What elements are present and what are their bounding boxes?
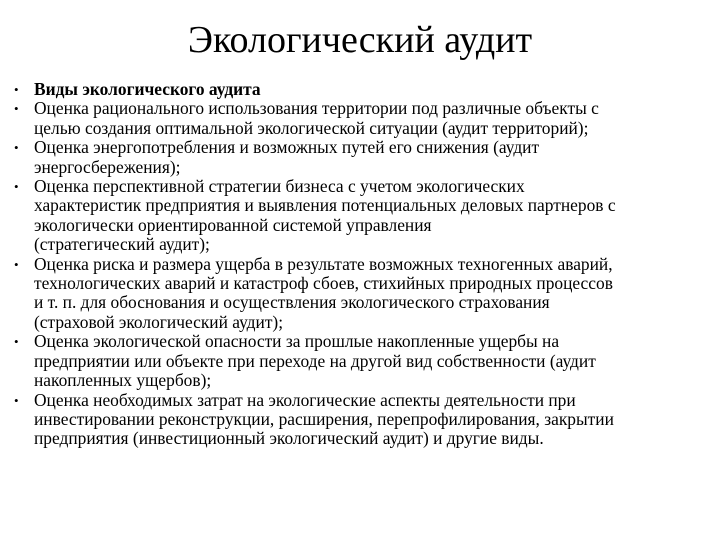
bullet-line: инвестировании реконструкции, расширения, перепрофилирования, закрытии <box>34 408 614 429</box>
bullet-list <box>14 80 710 449</box>
bullet-line: Оценка экологической опасности за прошлые накопленные ущербы на <box>34 331 560 352</box>
bullet-line: экологически ориентированной системой управления <box>34 214 432 235</box>
bullet-line: предприятия (инвестиционный экологический аудит) и другие виды. <box>34 428 544 449</box>
bullet-line: характеристик предприятия и выявления потенциальных деловых партнеров с <box>34 195 616 216</box>
bullet-line: технологических аварий и катастроф сбоев, стихийных природных процессов <box>34 273 613 294</box>
bullet-item-energy-audit <box>14 138 710 177</box>
bullet-item-accumulated-damage-audit <box>14 332 710 390</box>
bullet-icon: • <box>14 392 19 408</box>
bullet-item-insurance-audit <box>14 255 710 333</box>
bullet-line: Оценка риска и размера ущерба в результате возможных техногенных аварий, <box>34 253 613 274</box>
bullet-line: (страховой экологический аудит); <box>34 311 284 332</box>
bullet-line: Оценка энергопотребления и возможных путей его снижения (аудит <box>34 137 540 158</box>
bullet-line: накопленных ущербов); <box>34 370 212 391</box>
bullet-line: и т. п. для обоснования и осуществления экологического страхования <box>34 292 550 313</box>
bullet-item-investment-audit <box>14 391 710 449</box>
bullet-line: Оценка необходимых затрат на экологические аспекты деятельности при <box>34 389 576 410</box>
slide-title: Экологический аудит <box>187 19 533 61</box>
bullet-line: Оценка рационального использования территории под различные объекты с <box>34 98 599 119</box>
bullet-icon: • <box>14 256 19 272</box>
bullet-icon: • <box>14 82 19 97</box>
bullet-item-territory-audit <box>14 99 710 138</box>
bullet-item-audit-types <box>14 80 710 99</box>
bullet-icon: • <box>14 101 19 117</box>
bullet-line: целью создания оптимальной экологической ситуации (аудит территорий); <box>34 117 589 138</box>
bullet-icon: • <box>14 140 19 156</box>
bullet-line: энергосбережения); <box>34 156 181 177</box>
bullet-line: предприятии или объекте при переходе на другой вид собственности (аудит <box>34 350 596 371</box>
bullet-line: Оценка перспективной стратегии бизнеса с учетом экологических <box>34 176 525 197</box>
bullet-icon: • <box>14 179 19 195</box>
bullet-line: Виды экологического аудита <box>34 79 261 99</box>
bullet-item-strategic-audit <box>14 177 710 255</box>
bullet-line: (стратегический аудит); <box>34 234 210 255</box>
bullet-icon: • <box>14 334 19 350</box>
